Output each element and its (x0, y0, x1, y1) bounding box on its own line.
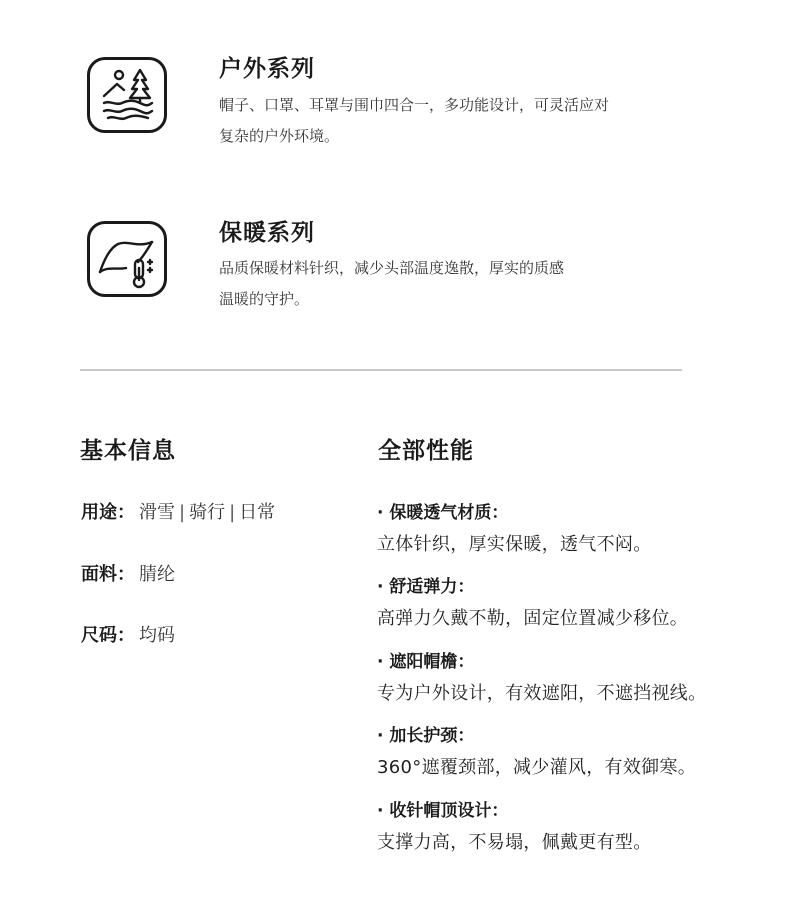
separator: | (229, 502, 236, 523)
performance-item-head: · 保暖透气材质： (377, 503, 509, 523)
performance-item-desc: 支撑力高，不易塌，佩戴更有型。 (377, 832, 652, 853)
material-row (81, 560, 175, 586)
material-label: 面料： (81, 564, 135, 585)
divider (80, 369, 682, 371)
feature-title: 户外系列 (219, 56, 315, 82)
performance-item-desc: 360°遮覆颈部，减少灌风，有效御寒。 (377, 757, 697, 778)
feature-desc-line: 复杂的户外环境。 (219, 127, 340, 145)
performance-item-head: · 收针帽顶设计： (377, 801, 509, 821)
performance-item-head: · 舒适弹力： (377, 577, 475, 597)
performance-item-head: · 遮阳帽檐： (377, 652, 475, 672)
usage-value: 骑行 (189, 502, 226, 523)
size-value: 均码 (139, 625, 175, 646)
size-label: 尺码： (81, 625, 135, 646)
material-value: 腈纶 (139, 564, 175, 585)
separator: | (179, 502, 186, 523)
performance-item-head: · 加长护颈： (377, 726, 475, 746)
feature-desc-line: 帽子、口罩、耳罩与围巾四合一，多功能设计，可灵活应对 (219, 96, 610, 114)
basic-info-title: 基本信息 (80, 438, 176, 464)
performance-title: 全部性能 (378, 438, 474, 464)
feature-desc-line: 温暖的守护。 (219, 290, 310, 308)
usage-value: 日常 (239, 502, 276, 523)
usage-value: 滑雪 (139, 502, 175, 523)
usage-label: 用途： (81, 502, 135, 523)
performance-item-desc: 立体针织，厚实保暖，透气不闷。 (377, 534, 652, 555)
performance-item-desc: 专为户外设计，有效遮阳，不遮挡视线。 (377, 683, 707, 704)
feature-title: 保暖系列 (219, 220, 315, 246)
size-row (81, 621, 175, 647)
performance-item-desc: 高弹力久戴不勒，固定位置减少移位。 (377, 608, 689, 629)
feature-desc-line: 品质保暖材料针织，减少头部温度逸散，厚实的质感 (219, 259, 565, 277)
outdoor-landscape-icon (87, 57, 167, 133)
thermometer-wind-icon (87, 221, 167, 297)
usage-row (81, 498, 275, 524)
